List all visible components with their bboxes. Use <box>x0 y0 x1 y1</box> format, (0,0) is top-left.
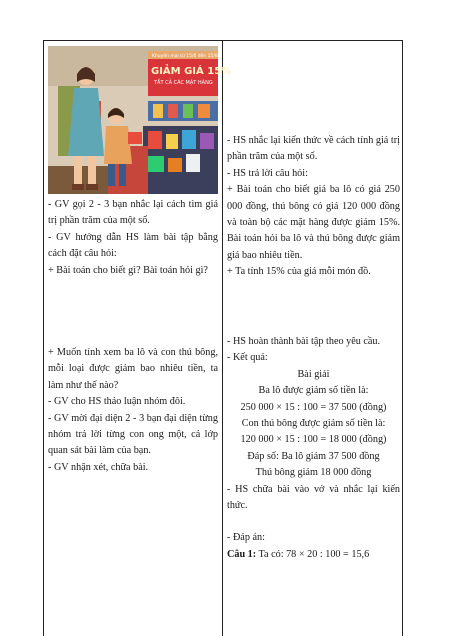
right-para-1: - HS nhắc lại kiến thức về cách tính giá trị phần trăm của một số. <box>227 135 400 163</box>
solution-line-4: 120 000 × 15 : 100 = 18 000 (đồng) <box>240 434 387 446</box>
student-block-1 <box>227 133 400 281</box>
solution-answer-2: Thú bông giảm 18 000 đồng <box>255 467 372 479</box>
right-para-5: - HS hoàn thành bài tập theo yêu cầu. <box>227 336 381 347</box>
solution-line-3: Con thú bông được giảm số tiền là: <box>241 418 386 430</box>
solution-line-1: Ba lô được giảm số tiền là: <box>258 385 369 397</box>
cau1-label: Câu 1: <box>227 548 257 560</box>
solution-heading: Bài giải <box>297 368 330 380</box>
banner-title: GIẢM GIÁ 15% <box>151 66 232 77</box>
left-para-1: - GV gọi 2 - 3 bạn nhắc lại cách tìm giá trị phần trăm của một số. <box>48 199 218 227</box>
column-divider <box>222 41 223 636</box>
left-para-3: + Bài toán cho biết gì? Bài toán hỏi gì? <box>48 264 208 276</box>
left-para-2: - GV hướng dẫn HS làm bài tập bằng cách đặt câu hỏi: <box>48 231 218 260</box>
right-para-2: - HS trả lời câu hỏi: <box>227 167 308 179</box>
banner-subtitle: TẤT CẢ CÁC MẶT HÀNG <box>154 80 213 86</box>
left-para-5: - GV cho HS thảo luận nhóm đôi. <box>48 396 186 408</box>
lesson-table <box>43 40 403 636</box>
solution-line-2: 250 000 × 15 : 100 = 37 500 (đồng) <box>240 401 387 413</box>
answer-label: - Đáp án: <box>227 532 265 544</box>
right-para-4: + Ta tính 15% của giá mỗi món đồ. <box>227 266 371 278</box>
right-para-7: - HS chữa bài vào vở và nhắc lại kiến thức. <box>227 483 400 512</box>
poster-small-text: Khuyến mại từ 15/6 đến 15/8 <box>152 54 218 59</box>
cau1-text: Ta có: 78 × 20 : 100 = 15,6 <box>256 548 370 560</box>
left-para-7: - GV nhận xét, chữa bài. <box>48 461 149 473</box>
shop-illustration <box>48 46 232 194</box>
left-para-6: - GV mời đại diện 2 - 3 bạn đại diện từng nhóm trả lời từng con ong một, cả lớp quan sát bài làm của bạn. <box>48 412 218 457</box>
shop-scene-image <box>48 46 232 194</box>
solution-block <box>227 367 400 482</box>
student-block-2 <box>227 334 400 563</box>
solution-answer-1: Đáp số: Ba lô giảm 37 500 đồng <box>247 450 380 462</box>
left-para-4: + Muốn tính xem ba lô và con thú bông, mỗi loại được giảm bao nhiêu tiền, ta làm như thế nào? <box>48 347 218 391</box>
right-para-3: + Bài toán cho biết giá ba lô có giá 250 000 đồng, thú bông có giá 120 000 đồng và toàn bộ các mặt hàng được giảm 15%. Bài toán hỏi ba lô và thú bông được giảm giá bao nhiêu tiền. <box>227 184 400 261</box>
cau1-line <box>227 547 400 563</box>
teacher-block-1 <box>48 197 218 279</box>
right-para-6: - Kết quả: <box>227 352 268 364</box>
teacher-block-2 <box>48 345 218 476</box>
